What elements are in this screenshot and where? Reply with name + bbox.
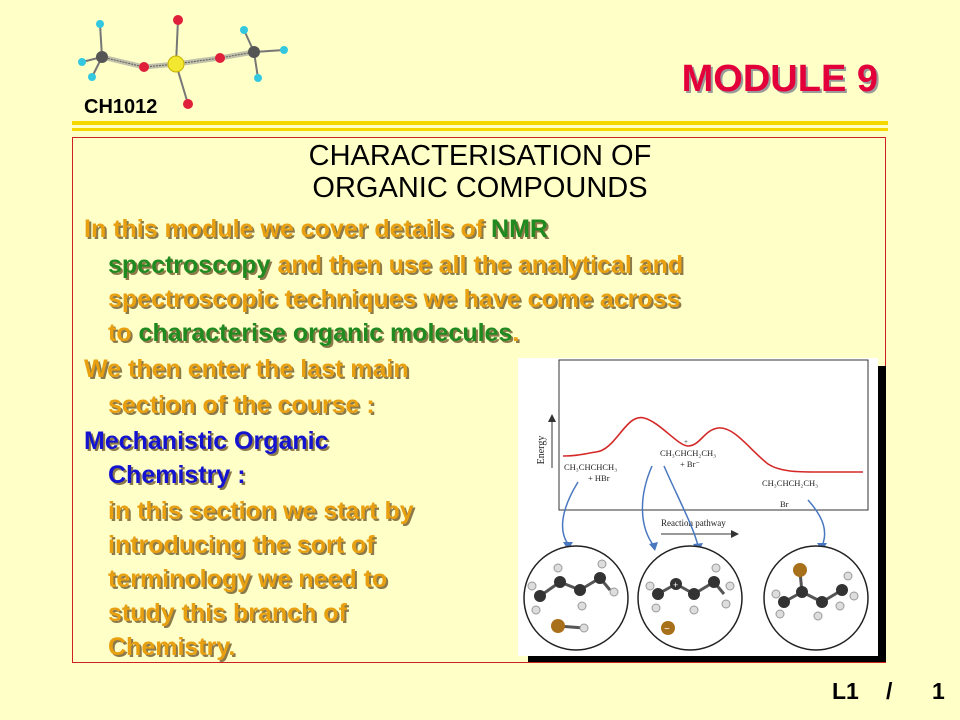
para3-line3: in this section we start by [108, 497, 414, 525]
reactant-label: CH₃CHCHCH₃ [564, 462, 618, 472]
para3-line4: introducing the sort of [108, 531, 375, 559]
page-number: 1 [932, 678, 945, 704]
molecule-circle-intermediate [638, 546, 742, 650]
para3-line1: Mechanistic Organic [84, 427, 329, 455]
para3-line7: Chemistry. [108, 633, 236, 661]
module-title: MODULE 9 [681, 58, 878, 100]
energy-diagram [518, 358, 878, 656]
y-axis-label: Energy [536, 435, 547, 465]
text-span: and then use all the analytical and [270, 251, 684, 279]
course-code: CH1012 [84, 96, 158, 118]
para1-line4 [108, 318, 519, 348]
para1-line3: spectroscopic techniques we have come across [108, 285, 681, 313]
arrowhead-icon [649, 542, 658, 551]
header-rule-thin [72, 128, 888, 131]
para3-line5: terminology we need to [108, 565, 388, 593]
para2-line2: section of the course : [108, 391, 375, 419]
text-span: . [512, 319, 520, 347]
molecule-circle-product [764, 546, 868, 650]
highlight-spectroscopy: spectroscopy [108, 251, 271, 279]
para1-line2 [108, 250, 683, 280]
product-substituent: Br [780, 499, 789, 509]
slide-heading-line2: ORGANIC COMPOUNDS [312, 172, 648, 204]
highlight-nmr: NMR [491, 215, 548, 243]
para2-line1: We then enter the last main [84, 355, 409, 383]
x-axis-label: Reaction pathway [661, 518, 726, 528]
minus-charge-icon: − [664, 624, 670, 635]
para3-line6: study this branch of [108, 599, 347, 627]
plot-frame [559, 360, 868, 510]
intermediate-label: CH₃CHCH₂CH₃ [660, 448, 717, 458]
reaction-energy-figure [518, 358, 878, 656]
para1-line1 [84, 214, 548, 244]
highlight-characterise: characterise organic molecules [138, 319, 513, 347]
plus-charge-icon: + [673, 580, 679, 590]
reactant-reagent: + HBr [588, 473, 610, 483]
text-span: to [108, 319, 139, 347]
product-label: CH₃CHCH₂CH₃ [762, 478, 819, 488]
lecture-label: L1 [832, 678, 859, 704]
arrowhead-icon [731, 530, 739, 538]
intermediate-charge: + [684, 438, 688, 446]
text-span: In this module we cover details of [84, 215, 492, 243]
para3-line2: Chemistry : [108, 461, 246, 489]
intermediate-anion: + Br⁻ [680, 459, 700, 469]
slide-heading-line1: CHARACTERISATION OF [308, 140, 652, 172]
molecule-circle-reactant [524, 546, 628, 650]
page-separator: / [886, 678, 893, 704]
header-rule-thick [72, 121, 888, 125]
arrowhead-icon [548, 414, 556, 422]
